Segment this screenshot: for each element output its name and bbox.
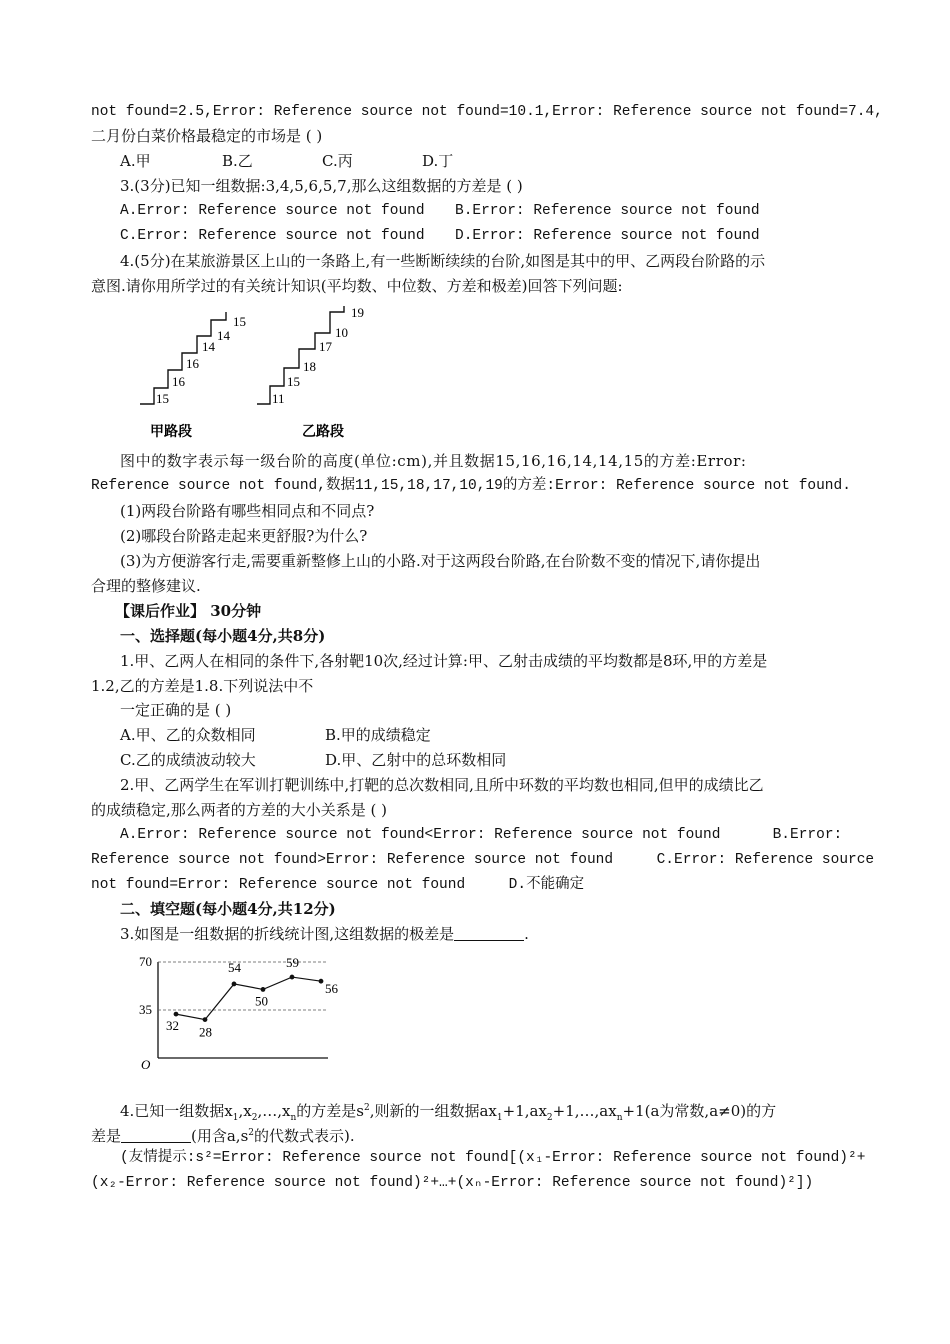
q2-opt-a: A.甲 bbox=[120, 152, 151, 170]
q3-opt-d: D.Error: Reference source not found bbox=[455, 228, 760, 244]
q4-sub-2: (2)哪段台阶路走起来更舒服?为什么? bbox=[120, 527, 368, 545]
q2-opt-c: C.丙 bbox=[322, 152, 353, 170]
data-label-5: 59 bbox=[286, 955, 299, 971]
q4-sub-3a: (3)为方便游客行走,需要重新整修上山的小路.对于这两段台阶路,在台阶数不变的情况下,请你提出 bbox=[120, 552, 761, 570]
hw-q1-line2: 1.2,乙的方差是1.8.下列说法中不 bbox=[91, 677, 314, 695]
jia-step-2: 16 bbox=[172, 374, 185, 389]
data-label-1: 32 bbox=[166, 1018, 179, 1034]
q3-options-row1 bbox=[120, 201, 890, 221]
hw-q1-opt-a: A.甲、乙的众数相同 bbox=[120, 726, 256, 744]
data-point-5 bbox=[290, 975, 295, 980]
q4-sub-1: (1)两段台阶路有哪些相同点和不同点? bbox=[120, 502, 375, 520]
hint-line2: (x₂-Error: Reference source not found)²+…+(xₙ-Error: Reference source not found)²]) bbox=[91, 1175, 814, 1191]
hw-q4-b-end: 的代数式表示). bbox=[254, 1127, 355, 1145]
data-point-2 bbox=[203, 1017, 208, 1022]
hw-q4-end: (a为常数,a≠0)的方 bbox=[644, 1102, 777, 1120]
q3-opt-c: C.Error: Reference source not found bbox=[120, 228, 425, 244]
q3-options-row2 bbox=[120, 226, 890, 246]
ytick-35: 35 bbox=[139, 1002, 152, 1017]
jia-stairs bbox=[140, 312, 226, 404]
q4-desc-1: 图中的数字表示每一级台阶的高度(单位:cm),并且数据15,16,16,14,14,15的方差:Error: bbox=[120, 452, 747, 470]
section-2-heading: 二、填空题(每小题4分,共12分) bbox=[120, 900, 336, 918]
data-point-3 bbox=[232, 982, 237, 987]
q2-opt-d: D.丁 bbox=[422, 152, 454, 170]
q2-cont-line2: 二月份白菜价格最稳定的市场是 ( ) bbox=[91, 127, 323, 145]
hw-q4-tail: ,则新的一组数据ax bbox=[369, 1102, 497, 1120]
data-point-1 bbox=[174, 1012, 179, 1017]
yi-step-1: 11 bbox=[272, 391, 285, 406]
data-label-2: 28 bbox=[199, 1024, 212, 1040]
hw-q3-blank bbox=[454, 926, 524, 941]
hw-q3-end: . bbox=[524, 925, 529, 943]
hw-q1-options-row1 bbox=[120, 725, 890, 745]
line-chart bbox=[128, 950, 338, 1075]
yi-step-2: 15 bbox=[287, 374, 300, 389]
hw-q2-line4: Reference source not found>Error: Reference source not found C.Error: Reference source bbox=[91, 852, 875, 868]
jia-step-3: 16 bbox=[186, 356, 199, 371]
yi-step-4: 17 bbox=[319, 339, 332, 354]
staircase-figure bbox=[130, 300, 390, 445]
series-line bbox=[176, 977, 321, 1020]
jia-step-5: 14 bbox=[217, 328, 230, 343]
q2-options bbox=[120, 151, 890, 171]
data-point-4 bbox=[261, 987, 266, 992]
hw-q1-opt-c: C.乙的成绩波动较大 bbox=[120, 751, 256, 769]
homework-title: 【课后作业】 30分钟 bbox=[115, 602, 262, 620]
q3-stem: 3.(3分)已知一组数据:3,4,5,6,5,7,那么这组数据的方差是 ( ) bbox=[120, 177, 523, 195]
hw-q4-b-post: (用含a,s bbox=[191, 1127, 249, 1145]
hw-q1-line3: 一定正确的是 ( ) bbox=[120, 701, 232, 719]
q4-desc-2: Reference source not found,数据11,15,18,17,10,19的方差:Error: Reference source not found. bbox=[91, 478, 851, 494]
data-label-3: 54 bbox=[228, 959, 241, 975]
jia-step-4: 14 bbox=[202, 339, 215, 354]
q4-sub-3b: 合理的整修建议. bbox=[91, 577, 201, 595]
hw-q4-pre: 4.已知一组数据x bbox=[120, 1102, 233, 1120]
hw-q1-opt-b: B.甲的成绩稳定 bbox=[325, 726, 431, 744]
q3-opt-b: B.Error: Reference source not found bbox=[455, 203, 760, 219]
q4-stem-1: 4.(5分)在某旅游景区上山的一条路上,有一些断断续续的台阶,如图是其中的甲、乙两段台阶路的示 bbox=[120, 252, 766, 270]
jia-step-6: 15 bbox=[233, 314, 246, 329]
yi-step-3: 18 bbox=[303, 359, 316, 374]
hw-q4-blank bbox=[121, 1128, 191, 1143]
hw-q2-line5: not found=Error: Reference source not found D.不能确定 bbox=[91, 877, 585, 893]
origin-label: O bbox=[141, 1057, 151, 1072]
hw-q4-line1: 4.已知一组数据$x_1,x_2,\dots,x_n$的方差是$s^2$,则新的一组数据$ax_1+1,ax_2+1,\dots,ax_n+1(a$为常数,a≠0)的方 bbox=[120, 1102, 777, 1123]
hint-line1: (友情提示:s²=Error: Reference source not found[(x₁-Error: Reference source not found)²+ bbox=[120, 1150, 866, 1166]
hw-q4-rest: 的方差是s bbox=[296, 1102, 364, 1120]
data-label-4: 50 bbox=[255, 993, 268, 1009]
hw-q1-options-row2 bbox=[120, 750, 890, 770]
yi-step-5: 10 bbox=[335, 325, 348, 340]
yi-label: 乙路段 bbox=[302, 425, 344, 440]
hw-q1-line1: 1.甲、乙两人在相同的条件下,各射靶10次,经过计算:甲、乙射击成绩的平均数都是8环,甲的方差是 bbox=[120, 652, 768, 670]
hw-q4-line2: 差是 (用含$a,s^2$的代数式表示). bbox=[91, 1127, 355, 1145]
hw-q3-text: 3.如图是一组数据的折线统计图,这组数据的极差是 bbox=[120, 925, 455, 943]
hw-q4-b-pre: 差是 bbox=[91, 1127, 122, 1145]
q2-cont-line1: not found=2.5,Error: Reference source not found=10.1,Error: Reference source not found=7.4, bbox=[91, 104, 883, 120]
q4-stem-2: 意图.请你用所学过的有关统计知识(平均数、中位数、方差和极差)回答下列问题: bbox=[91, 277, 623, 295]
ytick-70: 70 bbox=[139, 954, 152, 969]
hw-q2-line1: 2.甲、乙两学生在军训打靶训练中,打靶的总次数相同,且所中环数的平均数也相同,但甲的成绩比乙 bbox=[120, 776, 764, 794]
q3-opt-a: A.Error: Reference source not found bbox=[120, 203, 425, 219]
yi-stairs bbox=[257, 306, 344, 404]
jia-label: 甲路段 bbox=[150, 425, 192, 440]
jia-step-1: 15 bbox=[156, 391, 169, 406]
data-point-6 bbox=[319, 979, 324, 984]
hw-q1-opt-d: D.甲、乙射中的总环数相同 bbox=[325, 751, 507, 769]
hw-q2-line3: A.Error: Reference source not found<Error: Reference source not found B.Error: bbox=[120, 827, 843, 843]
yi-step-6: 19 bbox=[351, 305, 364, 320]
q2-opt-b: B.乙 bbox=[222, 152, 253, 170]
data-label-6: 56 bbox=[325, 981, 338, 997]
hw-q2-line2: 的成绩稳定,那么两者的方差的大小关系是 ( ) bbox=[91, 801, 388, 819]
section-1-heading: 一、选择题(每小题4分,共8分) bbox=[120, 627, 326, 645]
hw-q3-stem bbox=[120, 924, 890, 944]
data-points bbox=[166, 955, 338, 1040]
